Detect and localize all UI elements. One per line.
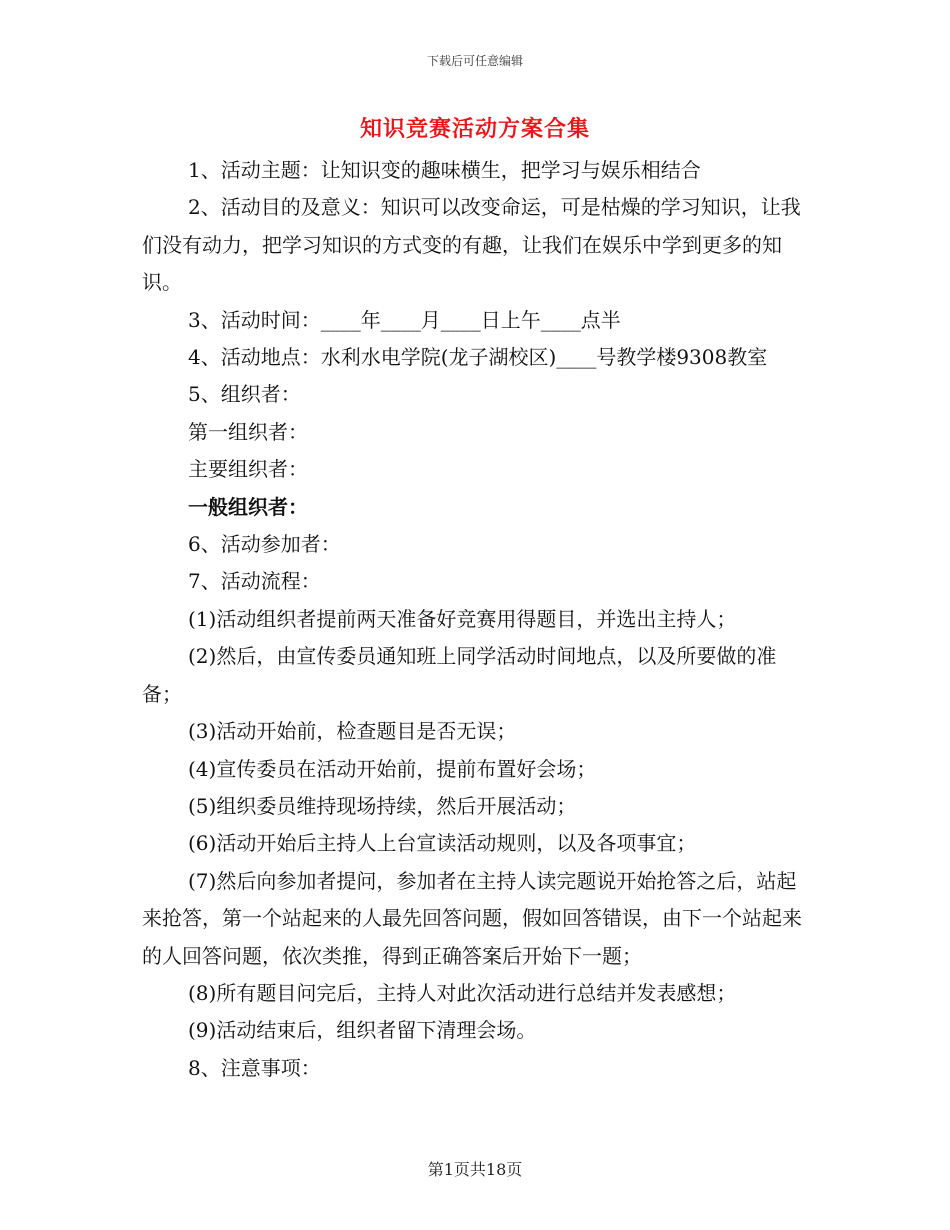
process-step-4: (4)宣传委员在活动开始前，提前布置好会场； — [188, 756, 597, 781]
paragraph-general-organizer: 一般组织者： — [188, 494, 308, 519]
process-step-9: (9)活动结束后，组织者留下清理会场。 — [188, 1018, 537, 1043]
process-step-2: (2)然后，由宣传委员通知班上同学活动时间地点，以及所要做的准备； — [142, 644, 777, 706]
header-note: 下载后可任意编辑 — [426, 54, 523, 68]
document-body — [142, 152, 810, 1087]
page-number-footer: 第1页共18页 — [427, 1160, 523, 1179]
paragraph-organizers: 5、组织者： — [188, 382, 301, 407]
paragraph-main-organizer: 主要组织者： — [188, 457, 308, 482]
process-step-3: (3)活动开始前，检查题目是否无误； — [188, 719, 517, 744]
process-step-8: (8)所有题目问完后，主持人对此次活动进行总结并发表感想； — [188, 980, 737, 1005]
process-step-5: (5)组织委员维持现场持续，然后开展活动； — [188, 793, 577, 818]
process-step-1: (1)活动组织者提前两天准备好竞赛用得题目，并选出主持人； — [188, 606, 737, 631]
process-step-6: (6)活动开始后主持人上台宣读活动规则，以及各项事宜； — [188, 831, 697, 856]
document-title: 知识竞赛活动方案合集 — [359, 116, 590, 142]
process-step-7: (7)然后向参加者提问，参加者在主持人读完题说开始抢答之后，站起来抢答，第一个站起来的人最先回答问题，假如回答错误，由下一个站起来的人回答问题，依次类推，得到正确答案后开始下一题； — [142, 868, 802, 968]
paragraph-participants: 6、活动参加者： — [188, 532, 341, 557]
paragraph-activity-location: 4、活动地点：水利水电学院(龙子湖校区)____号教学楼9308教室 — [188, 345, 768, 370]
paragraph-activity-theme: 1、活动主题：让知识变的趣味横生，把学习与娱乐相结合 — [188, 158, 701, 182]
paragraph-activity-purpose: 2、活动目的及意义：知识可以改变命运，可是枯燥的学习知识，让我们没有动力，把学习知识的方式变的有趣，让我们在娱乐中学到更多的知识。 — [142, 195, 801, 295]
paragraph-activity-process: 7、活动流程： — [188, 569, 321, 594]
paragraph-first-organizer: 第一组织者： — [188, 419, 308, 444]
paragraph-notes: 8、注意事项： — [188, 1055, 321, 1080]
paragraph-activity-time: 3、活动时间：____年____月____日上午____点半 — [188, 307, 621, 332]
